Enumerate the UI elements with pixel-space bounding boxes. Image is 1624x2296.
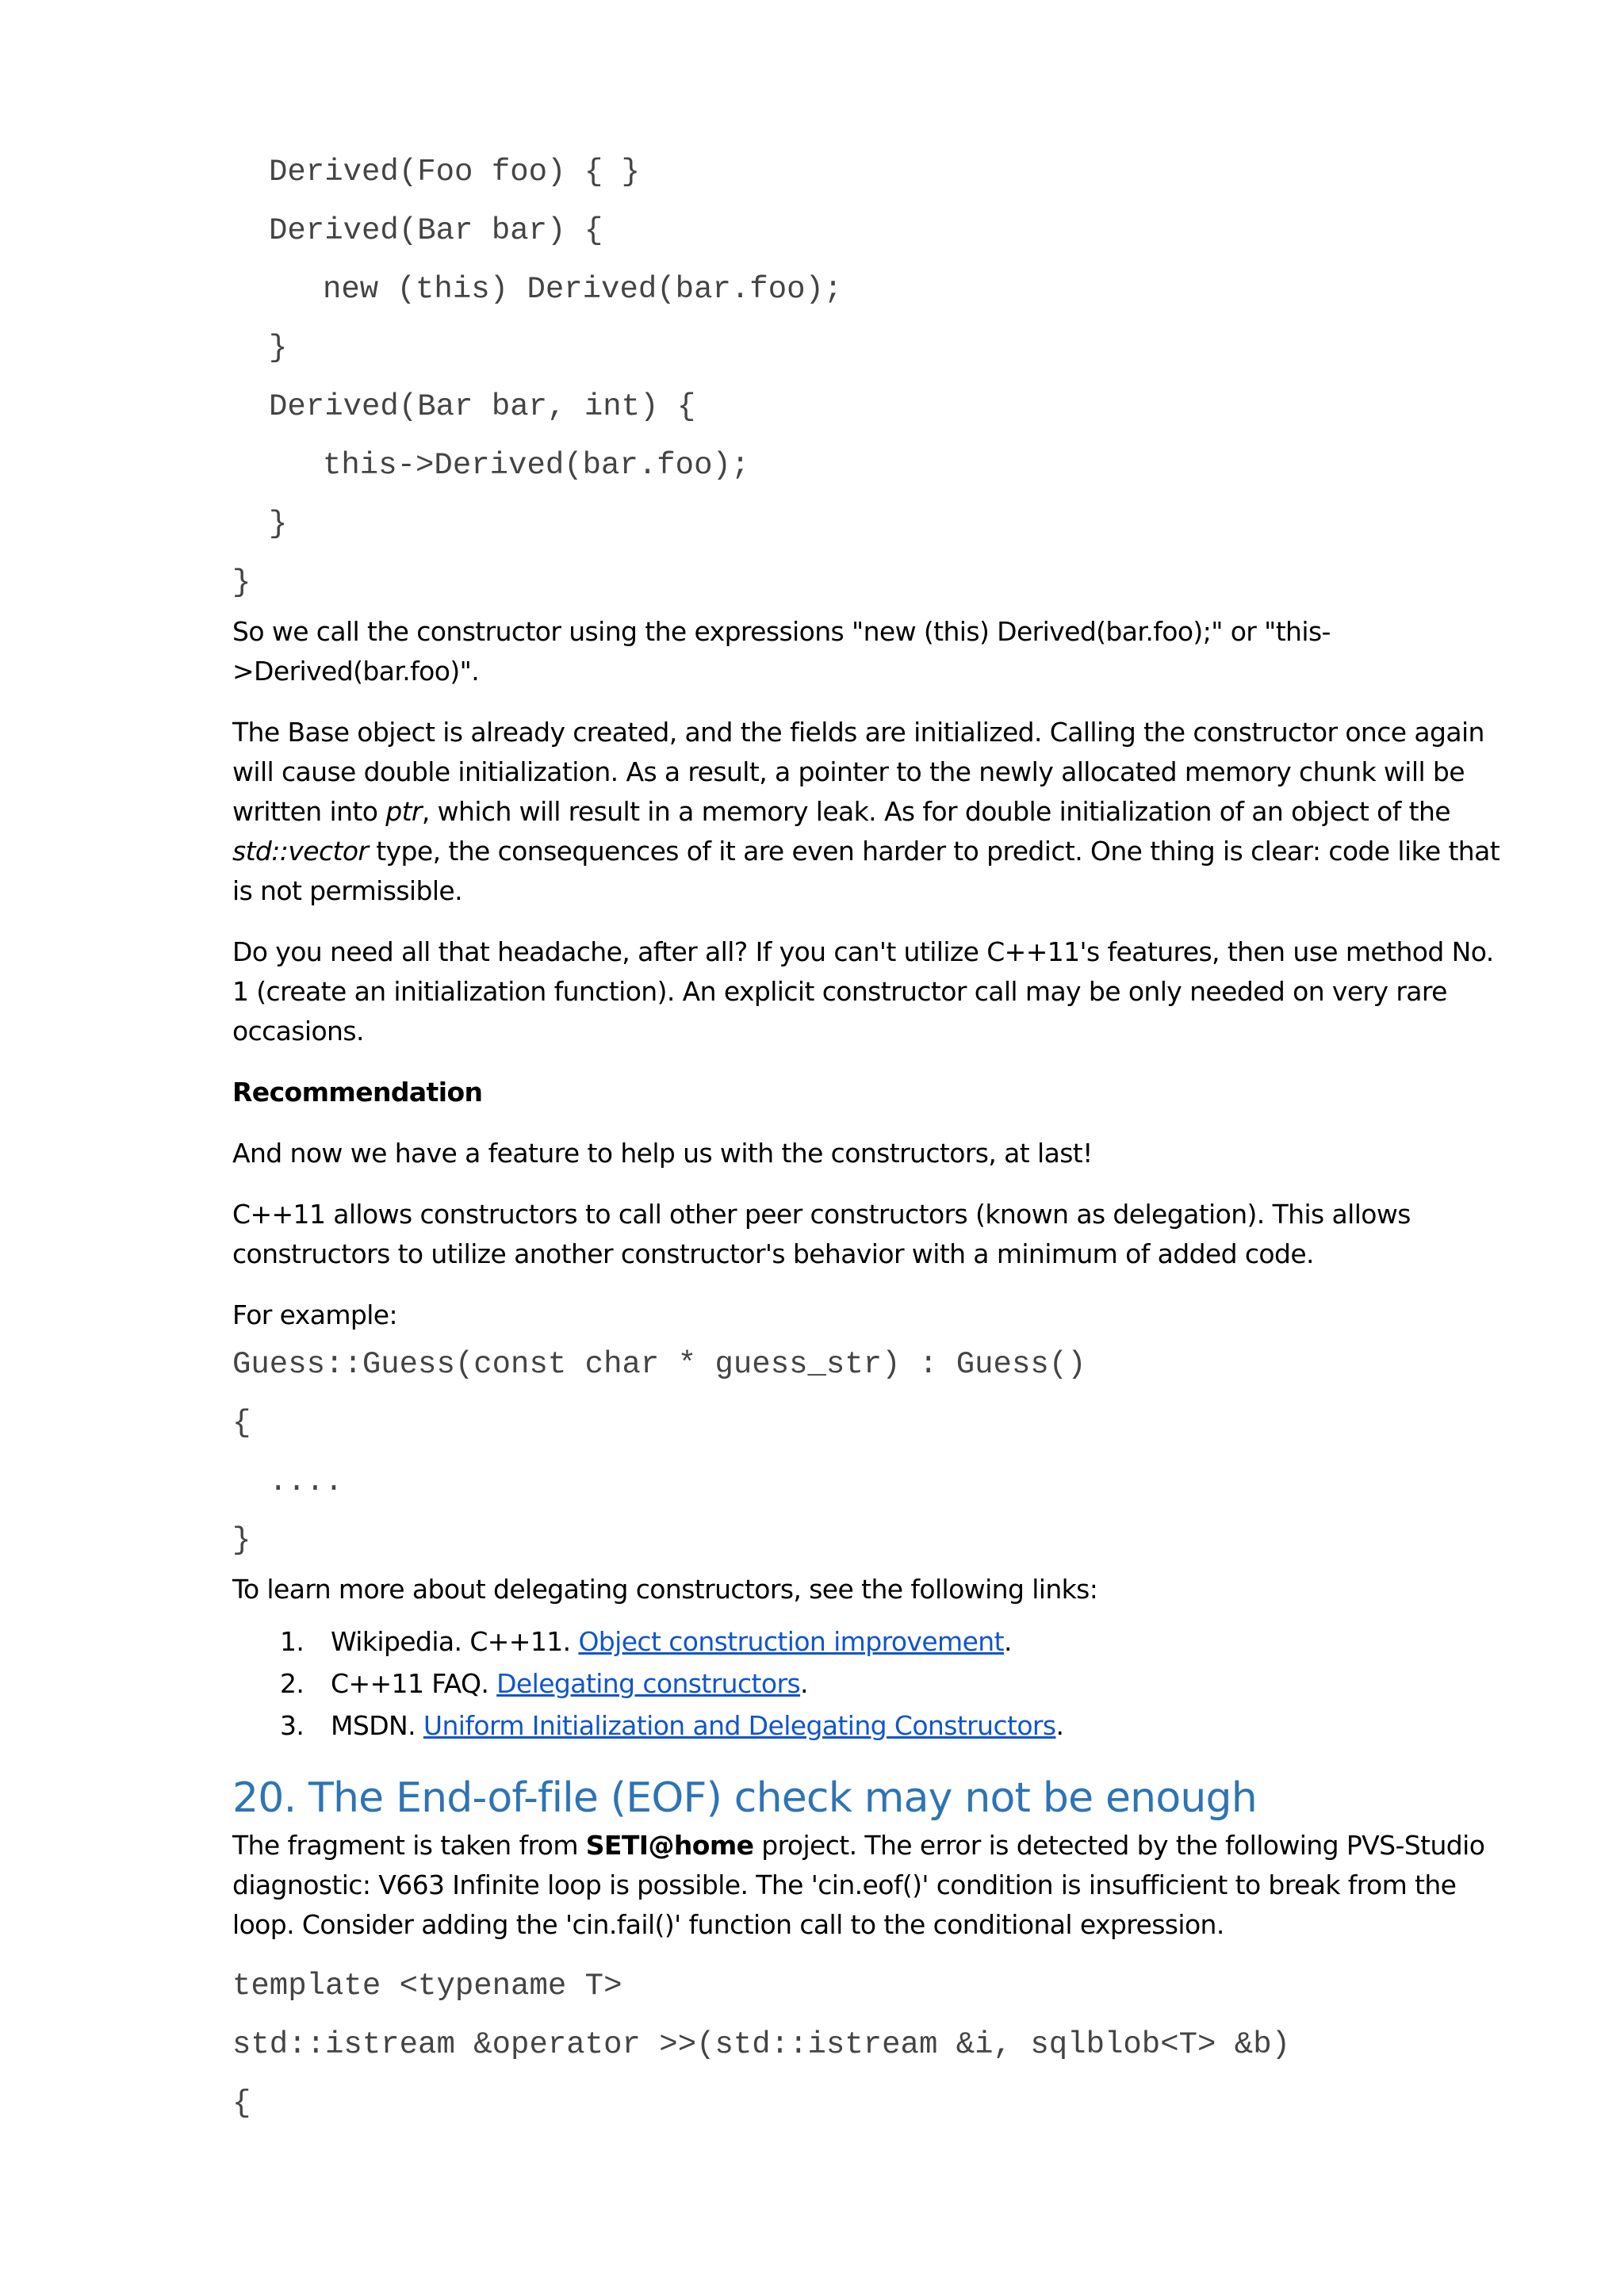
document-page — [232, 0, 1517, 2133]
paragraph-example: For example: — [232, 1299, 398, 1330]
code-line: template <typename T> — [232, 1969, 622, 2003]
section-heading: 20. The End-of-file (EOF) check may not be enough — [232, 1774, 1257, 1822]
paragraph-feature: And now we have a feature to help us with the constructors, at last! — [232, 1138, 1093, 1169]
code-block-derived — [232, 143, 1517, 612]
paragraph-fragment — [232, 1826, 1517, 1945]
paragraph-call-constructor — [232, 612, 1517, 691]
code-line: this->Derived(bar.foo); — [323, 448, 750, 483]
bold-project-name: SETI@home — [585, 1830, 754, 1861]
list-number: 1. — [280, 1626, 304, 1657]
code-line: } — [269, 331, 288, 365]
code-block-guess — [232, 1335, 1517, 1570]
list-item — [232, 1705, 1517, 1747]
list-item — [232, 1621, 1517, 1663]
list-prefix: C++11 FAQ. — [331, 1668, 497, 1699]
text-run: The fragment is taken from — [232, 1830, 586, 1861]
link-uniform-initialization[interactable]: Uniform Initialization and Delegating Constructors — [423, 1710, 1056, 1741]
code-line: { — [232, 1406, 251, 1441]
paragraph-line: So we call the constructor using the expressions "new (this) Derived(bar.foo);" or "this- — [232, 616, 1331, 647]
list-number: 3. — [280, 1710, 304, 1741]
list-prefix: MSDN. — [331, 1710, 423, 1741]
code-block-template — [232, 1957, 1517, 2133]
text-run: The Base object is already created, and the fields are initialized. Calling the constructor once again will cause double initialization. As a result, a pointer to the newly allocated memory chunk will be written into — [232, 717, 1484, 827]
text-run: project. The error is detected by the following PVS-Studio diagnostic: V663 Infinite loop is possible. The 'cin.eof()' condition is insufficient to break from the loop. Consider adding the 'cin.fail()' function call to the conditional expression. — [232, 1830, 1485, 1940]
paragraph-headache: Do you need all that headache, after all? If you can't utilize C++11's features, then use method No. 1 (create an initialization function). An explicit constructor call may be only needed on very rare occasions. — [232, 936, 1494, 1047]
code-line: std::istream &operator >>(std::istream &i, sqlblob<T> &b) — [232, 2027, 1291, 2062]
list-suffix: . — [800, 1668, 808, 1699]
code-line: new (this) Derived(bar.foo); — [323, 272, 843, 307]
list-number: 2. — [280, 1668, 304, 1699]
code-line: Guess::Guess(const char * guess_str) : Guess() — [232, 1347, 1086, 1382]
code-line: Derived(Foo foo) { } — [269, 155, 641, 189]
italic-vector: std::vector — [232, 836, 369, 867]
code-line: } — [232, 565, 251, 600]
list-suffix: . — [1003, 1626, 1012, 1657]
links-list — [232, 1621, 1517, 1747]
list-item — [232, 1663, 1517, 1705]
code-line: .... — [269, 1464, 343, 1499]
text-run: , which will result in a memory leak. As for double initialization of an object of the — [421, 796, 1450, 827]
paragraph-delegation: C++11 allows constructors to call other peer constructors (known as delegation). This allows constructors to utilize another constructor's behavior with a minimum of added code. — [232, 1199, 1411, 1269]
code-line: Derived(Bar bar, int) { — [269, 389, 696, 424]
paragraph-learn-more: To learn more about delegating constructors, see the following links: — [232, 1574, 1098, 1605]
code-line: } — [269, 507, 288, 541]
list-suffix: . — [1055, 1710, 1064, 1741]
code-line: { — [232, 2086, 251, 2121]
paragraph-base-object — [232, 713, 1517, 911]
recommendation-heading: Recommendation — [232, 1077, 483, 1108]
list-prefix: Wikipedia. C++11. — [331, 1626, 579, 1657]
paragraph-line: >Derived(bar.foo)". — [232, 656, 480, 687]
italic-ptr: ptr — [385, 796, 422, 827]
code-line: Derived(Bar bar) { — [269, 213, 603, 248]
link-object-construction-improvement[interactable]: Object construction improvement — [578, 1626, 1004, 1657]
text-run: type, the consequences of it are even harder to predict. One thing is clear: code like that is not permissible. — [232, 836, 1500, 906]
code-line: } — [232, 1523, 251, 1558]
link-delegating-constructors[interactable]: Delegating constructors — [496, 1668, 801, 1699]
